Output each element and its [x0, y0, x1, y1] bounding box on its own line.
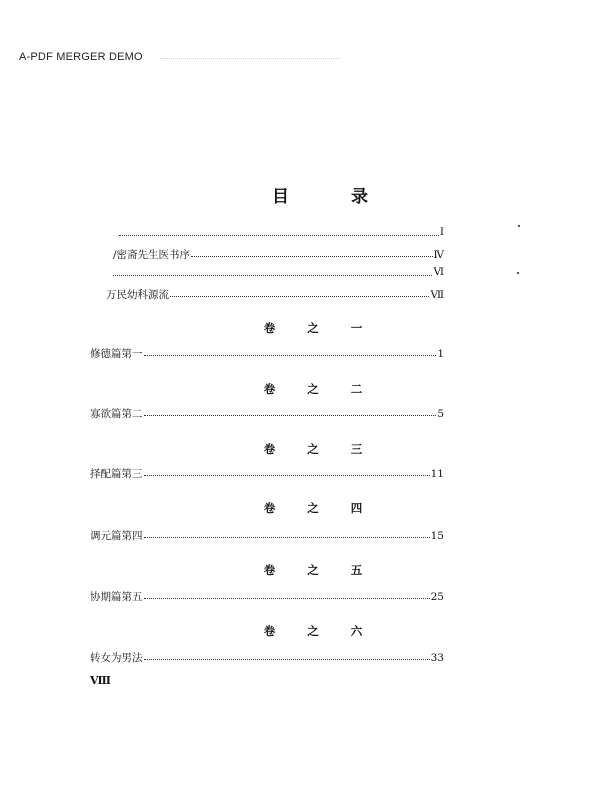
- watermark: A-PDF MERGER DEMO: [19, 51, 143, 63]
- leader-dots: [144, 650, 430, 660]
- toc-entry-label: 调元篇第四: [90, 530, 143, 542]
- toc-entry-volume-2[interactable]: [90, 406, 444, 420]
- volume-heading-6: 卷 之 六: [263, 624, 377, 638]
- toc-entry-front-1[interactable]: [118, 226, 444, 240]
- toc-entry-label: 万民幼科源流: [106, 289, 169, 301]
- toc-entry-page: 11: [430, 468, 444, 480]
- toc-entry-label: 协期篇第五: [90, 591, 143, 603]
- volume-heading-1: 卷 之 一: [263, 321, 377, 335]
- toc-entry-front-4[interactable]: [106, 287, 444, 301]
- toc-entry-page: 25: [430, 591, 444, 603]
- toc-entry-page: 33: [430, 652, 444, 664]
- leader-dots: [144, 406, 437, 416]
- page-title: 目 录: [272, 187, 396, 207]
- scan-speck: [518, 225, 520, 227]
- toc-entry-page: I: [439, 226, 444, 238]
- leader-dots: [144, 466, 430, 476]
- leader-dots: [144, 528, 430, 538]
- toc-entry-page: 1: [437, 348, 444, 360]
- toc-entry-label: 转女为男法: [90, 652, 143, 664]
- volume-heading-5: 卷 之 五: [263, 563, 377, 577]
- toc-entry-page: 15: [430, 530, 444, 542]
- toc-entry-volume-5[interactable]: [90, 589, 444, 603]
- toc-entry-front-3[interactable]: [112, 266, 444, 280]
- toc-entry-label: 择配篇第三: [90, 468, 143, 480]
- leader-dots: [170, 287, 429, 297]
- toc-entry-page: 5: [437, 408, 444, 420]
- volume-heading-4: 卷 之 四: [263, 501, 377, 515]
- toc-entry-front-2[interactable]: [113, 247, 444, 261]
- volume-heading-3: 卷 之 三: [263, 442, 377, 456]
- leader-dots: [119, 226, 439, 236]
- leader-dots: [191, 247, 432, 257]
- leader-dots: [144, 346, 437, 356]
- toc-entry-page: Ⅵ: [433, 266, 444, 278]
- page-number: Ⅷ: [90, 674, 111, 687]
- toc-entry-label: 寡欲篇第二: [90, 408, 143, 420]
- leader-dots: [113, 266, 432, 276]
- toc-entry-volume-1[interactable]: [90, 346, 444, 360]
- toc-entry-label: 修德篇第一: [90, 348, 143, 360]
- toc-entry-volume-3[interactable]: [90, 466, 444, 480]
- toc-entry-page: Ⅶ: [430, 289, 444, 301]
- toc-entry-volume-6[interactable]: [90, 650, 444, 664]
- leader-dots: [144, 589, 430, 599]
- scan-speck: [517, 272, 519, 274]
- volume-heading-2: 卷 之 二: [263, 382, 377, 396]
- toc-entry-volume-4[interactable]: [90, 528, 444, 542]
- toc-entry-label: /密斋先生医书序: [113, 249, 191, 261]
- toc-entry-page: Ⅳ: [433, 249, 444, 261]
